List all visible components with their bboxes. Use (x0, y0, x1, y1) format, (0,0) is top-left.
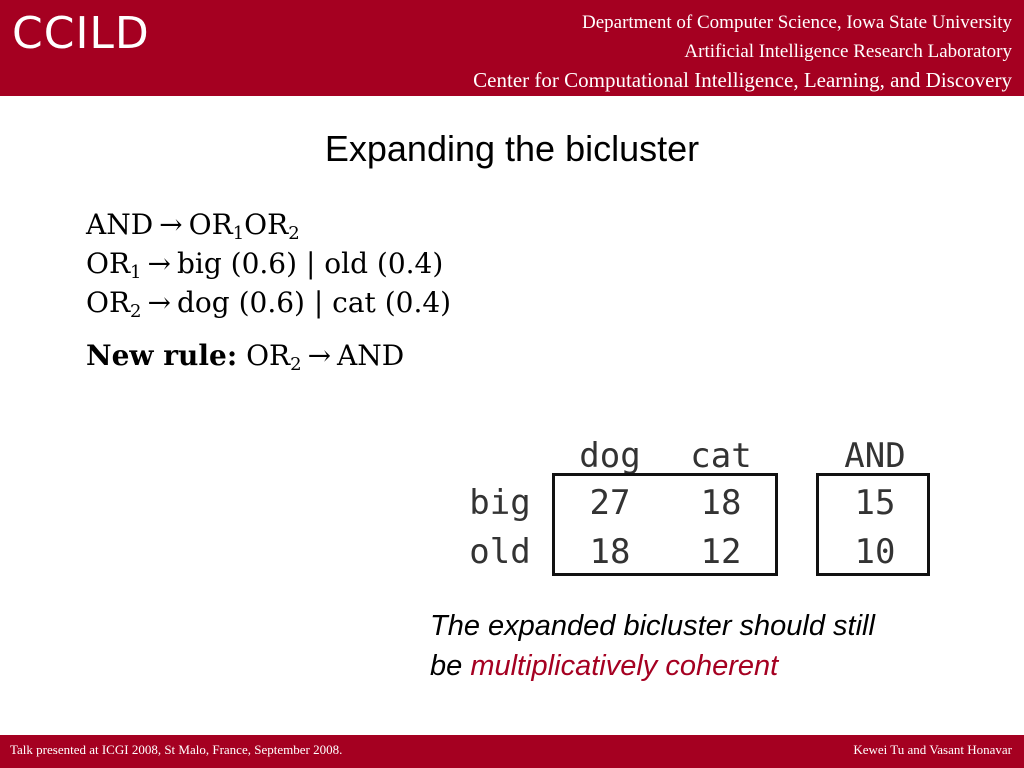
col-header-and: AND (844, 436, 906, 476)
affiliation-block (473, 8, 1012, 95)
arrow-icon: → (159, 208, 183, 241)
rule-rhs-b: OR (244, 208, 289, 241)
affiliation-line-3: Center for Computational Intelligence, Learning, and Discovery (473, 68, 1012, 92)
rule-or1 (86, 244, 451, 283)
rule-lhs: OR (86, 286, 131, 319)
col-header-cat: cat (690, 436, 752, 476)
rule-lhs-sub: 1 (130, 262, 142, 283)
arrow-icon: → (147, 286, 171, 319)
and-box (816, 473, 930, 576)
rule-new (86, 336, 451, 375)
row-header-big: big (469, 483, 531, 523)
footer-talk-info: Talk presented at ICGI 2008, St Malo, France, September 2008. (10, 742, 343, 757)
cell-big-dog: 27 (589, 483, 631, 523)
rule-and (86, 205, 451, 244)
footer-authors: Kewei Tu and Vasant Honavar (853, 742, 1012, 757)
ccild-logo: CCILD (12, 8, 150, 59)
rule-lhs: OR (246, 339, 291, 372)
affiliation-line-1: Department of Computer Science, Iowa State University (581, 12, 1012, 33)
cell-big-and: 15 (854, 483, 896, 523)
rule-lhs-sub: 2 (130, 301, 142, 322)
arrow-icon: → (307, 339, 332, 372)
cell-big-cat: 18 (700, 483, 742, 523)
rule-lhs: AND (86, 208, 154, 241)
cell-old-cat: 12 (700, 532, 742, 572)
rule-lhs-sub: 2 (290, 354, 302, 375)
caption-prefix: be (430, 650, 471, 682)
footer-banner (0, 735, 1024, 768)
caption-highlight: multiplicatively coherent (470, 650, 779, 682)
cell-old-and: 10 (854, 532, 896, 572)
rule-rhs: dog (0.6) | cat (0.4) (176, 286, 452, 319)
affiliation-line-2: Artificial Intelligence Research Laboratory (684, 41, 1012, 62)
rule-rhs-b-sub: 2 (288, 223, 300, 244)
rule-rhs: big (0.6) | old (0.4) (176, 247, 444, 280)
rule-rhs-a: OR (188, 208, 233, 241)
header-banner (0, 0, 1024, 96)
rule-rhs-a-sub: 1 (232, 223, 245, 244)
cell-old-dog: 18 (589, 532, 631, 572)
grammar-rules (86, 205, 451, 375)
row-header-old: old (469, 532, 531, 572)
caption-line-1: The expanded bicluster should still (430, 610, 875, 642)
slide-title: Expanding the bicluster (324, 128, 700, 169)
arrow-icon: → (147, 247, 171, 280)
new-rule-label: New rule: (86, 339, 238, 372)
caption (430, 606, 990, 686)
col-header-dog: dog (579, 436, 641, 476)
rule-lhs: OR (86, 247, 131, 280)
caption-line-2 (430, 646, 990, 686)
counts-box (552, 473, 778, 576)
rule-rhs: AND (337, 339, 405, 372)
rule-or2 (86, 283, 451, 322)
